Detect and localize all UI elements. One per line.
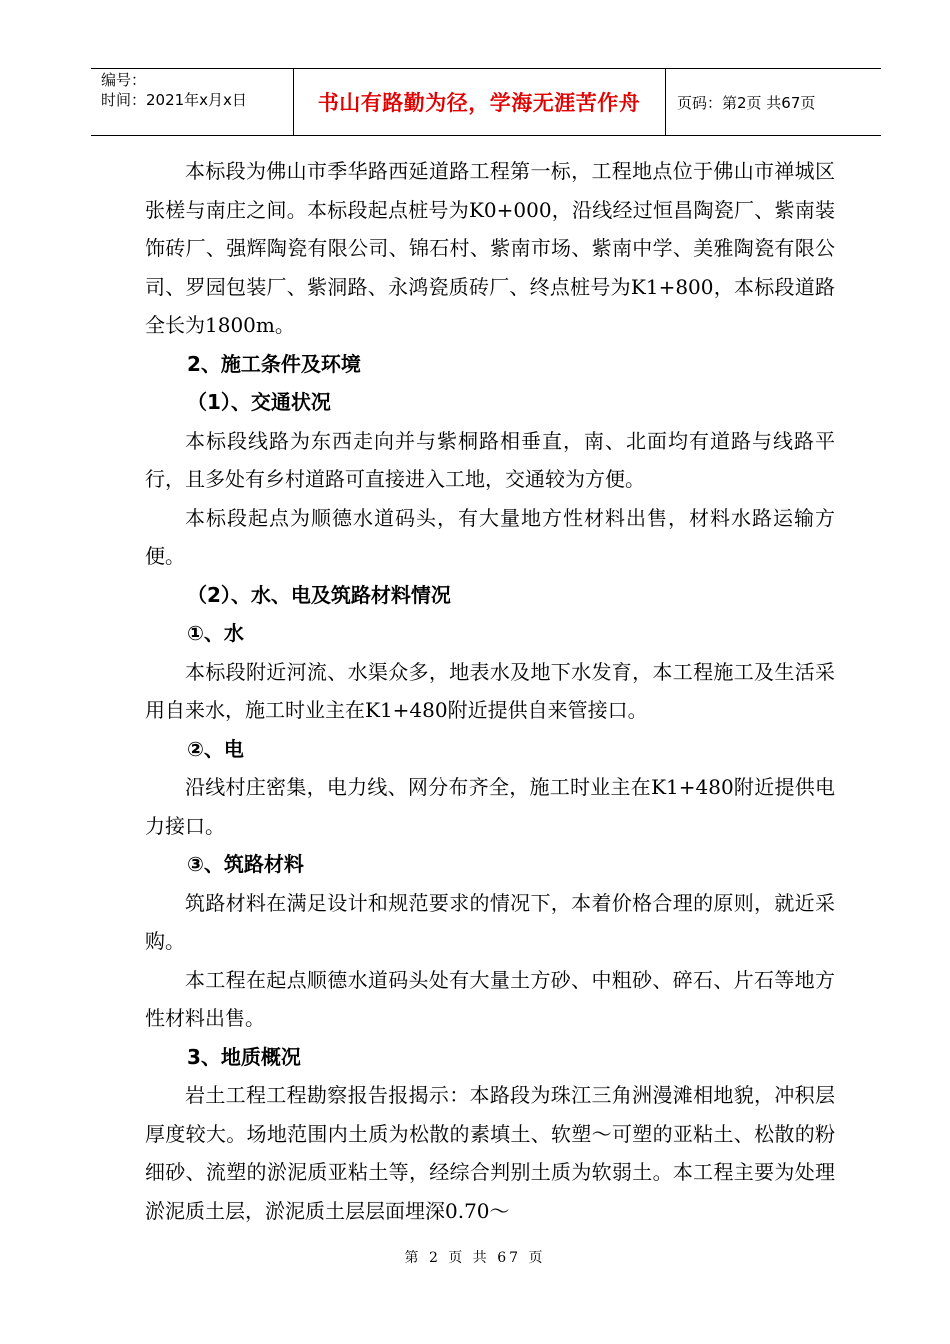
paragraph-geology: 岩土工程工程勘察报告报揭示：本路段为珠江三角洲漫滩相地貌，冲积层厚度较大。场地范围内土质为松散的素填土、软塑～可塑的亚粘土、松散的粉细砂、流塑的淤泥质亚粘土等，经综合判别土质为软弱土。本工程主要为处理淤泥质土层，淤泥质土层层面埋深0.70～: [145, 1083, 835, 1223]
paragraph-traffic-route: 本标段线路为东西走向并与紫桐路相垂直，南、北面均有道路与线路平行，且多处有乡村道路可直接进入工地，交通较为方便。: [145, 428, 835, 491]
paragraph-road-materials-purchase: 筑路材料在满足设计和规范要求的情况下，本着价格合理的原则，就近采购。: [145, 890, 835, 953]
paragraph-traffic-wharf: 本标段起点为顺德水道码头，有大量地方性材料出售，材料水路运输方便。: [145, 505, 835, 568]
document-body: [145, 152, 835, 1230]
header-page-info: 页码：第2页 共67页: [677, 93, 816, 112]
heading-utilities-materials: （2）、水、电及筑路材料情况: [187, 582, 451, 607]
heading-power: ②、电: [187, 736, 244, 761]
header-meta: [101, 70, 247, 110]
paragraph-power: 沿线村庄密集，电力线、网分布齐全，施工时业主在K1+480附近提供电力接口。: [145, 775, 835, 838]
page-footer-number: 第 2 页 共 67 页: [404, 1250, 546, 1266]
heading-traffic: （1）、交通状况: [187, 390, 331, 414]
heading-road-materials: ③、筑路材料: [187, 852, 304, 876]
heading-construction-conditions: 2、施工条件及环境: [187, 351, 361, 376]
header-divider-right: [665, 68, 666, 136]
document-header: [91, 68, 881, 136]
header-motto: 书山有路勤为径，学海无涯苦作舟: [317, 91, 641, 115]
heading-geology: 3、地质概况: [187, 1044, 301, 1069]
paragraph-project-overview: 本标段为佛山市季华路西延道路工程第一标，工程地点位于佛山市禅城区张槎与南庄之间。本标段起点桩号为K0+000，沿线经过恒昌陶瓷厂、紫南装饰砖厂、强辉陶瓷有限公司、锦石村、紫南市场、紫南中学、美雅陶瓷有限公司、罗园包装厂、紫洞路、永鸿瓷质砖厂、终点桩号为K1+800，本标段道路全长为1800m。: [145, 159, 835, 337]
paragraph-water: 本标段附近河流、水渠众多，地表水及地下水发育，本工程施工及生活采用自来水，施工时业主在K1+480附近提供自来管接口。: [145, 659, 835, 722]
header-date: 时间：2021年x月x日: [101, 91, 247, 109]
paragraph-road-materials-wharf: 本工程在起点顺德水道码头处有大量土方砂、中粗砂、碎石、片石等地方性材料出售。: [145, 967, 835, 1030]
heading-water: ①、水: [187, 621, 244, 645]
header-code-label: 编号：: [101, 71, 147, 89]
